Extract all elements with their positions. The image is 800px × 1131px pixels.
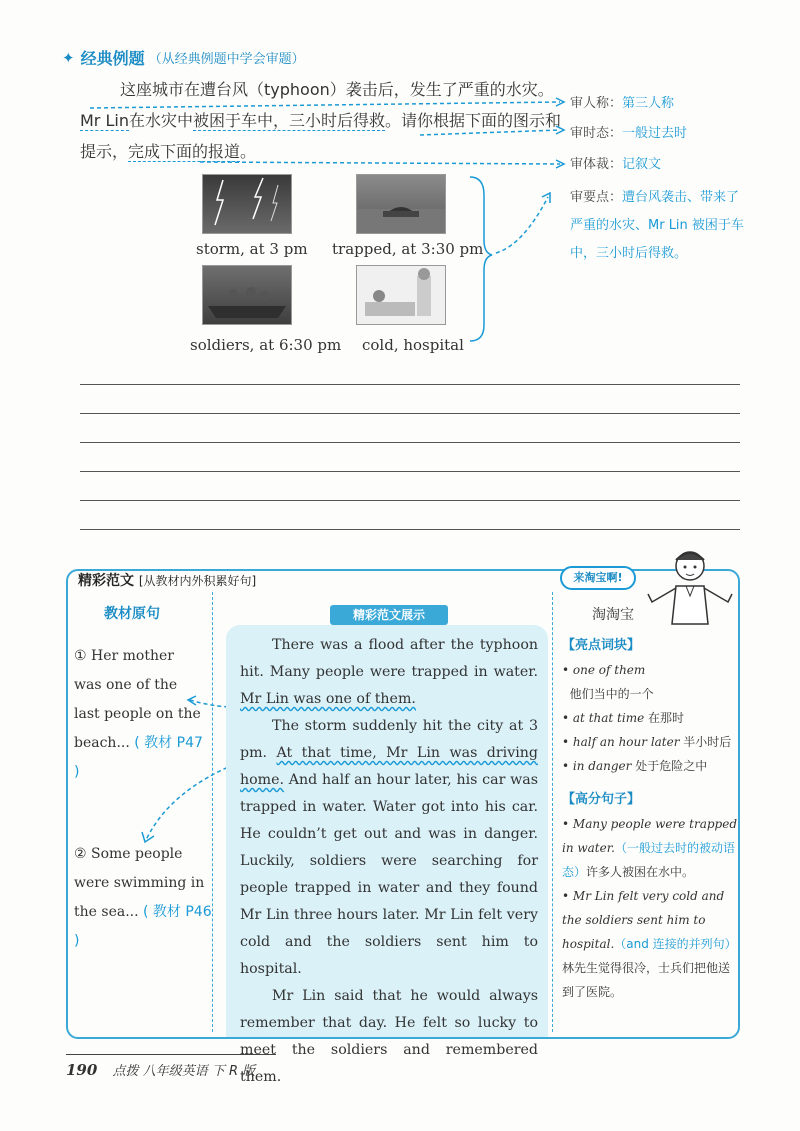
caption-trapped: trapped, at 3:30 pm <box>332 240 484 258</box>
essay-paragraph-1: There was a flood after the typhoon hit. Many people were trapped in water. Mr Lin was one of them. <box>240 637 538 707</box>
essay-paragraph-3: Mr Lin said that he would always remember that day. He felt so lucky to meet the soldiers and remembered them. <box>240 988 538 1085</box>
sentence-list <box>562 812 738 1004</box>
prompt-part5: 。请你根据下面的图示和提示， <box>80 111 562 161</box>
phrases-tag: 【亮点词块】 <box>562 638 641 653</box>
divider-right <box>552 592 553 1032</box>
sentence-item-2: • Mr Lin felt very cold and the soldiers sent him to hospital.（and 连接的并列句）林先生觉得很冷，士兵们把他送到了医院。 <box>562 889 737 999</box>
writing-line-5[interactable] <box>80 500 740 501</box>
prompt-name: Mr Lin <box>80 111 129 130</box>
storm-photo <box>202 174 292 234</box>
textbook-sentence-1: ① Her mother was one of the last people on the beach... ( 教材 P47 ) <box>74 648 203 780</box>
writing-line-6[interactable] <box>80 529 740 530</box>
book-title: 点拨 八年级英语 下 R 版 <box>112 1064 256 1079</box>
model-title: 精彩范文 <box>78 573 134 589</box>
writing-line-1[interactable] <box>80 384 740 385</box>
textbook-source-1: ( 教材 P47 ) <box>74 735 203 780</box>
phrase-item-3: • half an hour later 半小时后 <box>562 735 732 749</box>
highlight-at-that-time: At that time, Mr Lin was driving home. <box>240 745 538 788</box>
caption-soldiers: soldiers, at 6:30 pm <box>190 336 342 354</box>
model-essay <box>240 632 538 1091</box>
phrase-list <box>562 658 738 778</box>
patient-icon <box>357 266 445 324</box>
sparkle-icon: ✦ <box>62 48 75 67</box>
footer-rule <box>66 1054 276 1055</box>
picture-brace <box>468 175 558 345</box>
writing-line-4[interactable] <box>80 471 740 472</box>
page-number: 190 <box>66 1061 98 1079</box>
trapped-car-photo <box>356 174 446 234</box>
center-column-title: 精彩范文展示 <box>330 605 448 625</box>
textbook-source-2: ( 教材 P46 ) <box>74 904 212 949</box>
highlight-one-of-them: Mr Lin was one of them. <box>240 691 416 707</box>
prompt-part3: 在水灾中 <box>128 111 193 130</box>
right-column-title: 淘淘宝 <box>592 607 634 623</box>
section-subtitle: （从经典例题中学会审题） <box>148 52 305 67</box>
annotation-arrows <box>80 90 570 180</box>
caption-hospital: cold, hospital <box>362 336 464 354</box>
prompt-part1: 这座城市在遭台风（typhoon）袭击后，发生了严重的水灾。 <box>120 80 554 99</box>
prompt-trapped: 被困于车中，三小时后得救 <box>192 111 385 130</box>
phrase-item-2: • at that time 在那时 <box>562 711 685 725</box>
sentences-tag: 【高分句子】 <box>562 792 641 807</box>
hospital-photo <box>356 265 446 325</box>
model-subtitle: [从教材内外积累好句] <box>138 574 257 588</box>
textbook-sentence-2: ② Some people were swimming in the sea... ( 教材 P46 ) <box>74 846 212 949</box>
prompt-part7: 。 <box>240 142 257 161</box>
note-tense: 审时态：一般过去时 <box>570 126 688 141</box>
prompt-complete: 完成下面的报道 <box>128 142 241 161</box>
note-person: 审人称：第三人称 <box>570 96 675 111</box>
lightning-icon <box>203 175 291 233</box>
model-header <box>78 570 256 590</box>
sentence-item-1: • Many people were trapped in water.（一般过去时的被动语态）许多人被困在水中。 <box>562 817 737 879</box>
note-genre: 审体裁：记叙文 <box>570 157 662 172</box>
caption-storm: storm, at 3 pm <box>196 240 308 258</box>
note-points: 审要点：遭台风袭击、带来了严重的水灾、Mr Lin 被困于车中，三小时后得救。 <box>570 190 744 261</box>
phrase-item-4: • in danger 处于危险之中 <box>562 759 708 773</box>
boat-icon <box>203 266 291 324</box>
left-column-title: 教材原句 <box>104 606 160 622</box>
car-icon <box>357 175 445 233</box>
writing-line-3[interactable] <box>80 442 740 443</box>
essay-paragraph-2: The storm suddenly hit the city at 3 pm. At that time, Mr Lin was driving home. And half an hour later, his car was trapped in water. Water got into his car. He couldn’t get out and was in danger. Luckily, soldiers were searching for people trapped in water and they found Mr Lin three hours later. Mr Lin felt very cold and the soldiers sent him to hospital. <box>240 718 538 977</box>
section-title-text: 经典例题 <box>80 49 145 68</box>
speech-bubble: 来淘宝啊! <box>560 566 636 590</box>
mascot-icon <box>642 546 738 626</box>
soldiers-photo <box>202 265 292 325</box>
section-title <box>62 46 305 69</box>
writing-line-2[interactable] <box>80 413 740 414</box>
page-footer <box>66 1060 255 1079</box>
phrase-item-1: • one of them 他们当中的一个 <box>562 663 654 701</box>
